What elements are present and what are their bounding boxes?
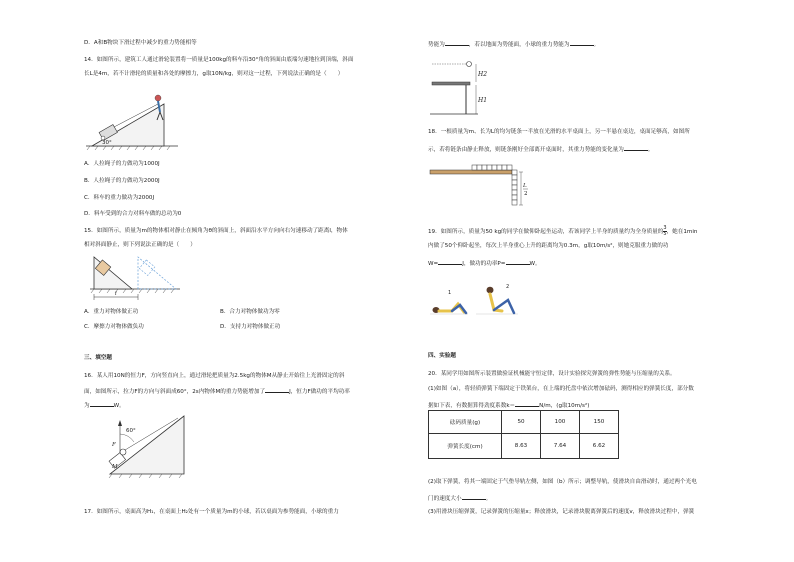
q18-chain-table-figure	[428, 156, 532, 212]
q19-fraction-numerator: 3	[663, 225, 667, 231]
q19-stem-line1	[428, 226, 697, 237]
q20-part1-line2-a: 据如下表，有数据算得劲度系数k＝	[428, 403, 516, 409]
q15-distance-label: l	[115, 291, 117, 297]
q19-stem-line1-b: ，她在1min	[666, 229, 698, 235]
q17-stem-line1: 17．如图所示，桌面高为H₁，在桌面上H₂处有一个质量为m的小球，若以桌面为参势能面，小球的重力	[84, 509, 339, 515]
q18-length-denominator: 2	[524, 191, 528, 197]
q15-option-c: C．摩擦力对物体做负功	[84, 324, 144, 330]
q20-part3-line1: (3)用滑块压缩弹簧，记录弹簧的压缩量x；释放滑块，记录滑块脱离弹簧后的速度v，释放滑块过程中，弹簧	[428, 509, 695, 515]
q19-stem-line3-a: W=	[428, 261, 439, 267]
q20-part1-line1: (1)如图（a），将轻质弹簧下端固定于铁架台，在上端的托盘中依次增加砝码，测得相应的弹簧长度，部分数	[428, 386, 694, 392]
table-row	[429, 411, 619, 434]
table-cell-mass-2: 100	[541, 411, 580, 434]
q16-pulley-incline-figure	[96, 410, 188, 480]
q20-part2-line2	[428, 493, 491, 503]
q17-stem-line2-c: 。	[593, 42, 600, 48]
q20-part2-line2-b: 。	[485, 496, 492, 502]
q14-stem-line2: 长L是4m，若不计滑轮的质量和各处的摩擦力，g取10N/kg，则对这一过程，下列说法正确的是（ ）	[84, 71, 344, 77]
q20-blank-spring-constant[interactable]	[515, 400, 539, 407]
q15-stem-line1: 15．如图所示，质量为m的物体相对静止在倾角为θ的斜面上，斜面沿水平方向向右匀速移动了距离l，物体	[84, 228, 348, 234]
q19-stem-line3	[428, 258, 541, 268]
q18-blank-energy-change[interactable]	[624, 144, 648, 151]
q16-stem-line3-text: 为	[84, 403, 90, 409]
q18-stem-line2-text: 示，若将链条由静止释放，则链条刚好全部离开桌面时，其重力势能的变化量为	[428, 147, 624, 153]
q14-option-b: B．人拉绳子的力做功为2000J	[84, 178, 160, 184]
q18-stem-line1: 18．一根质量为m、长为L的均匀链条一半放在光滑的水平桌面上，另一半悬在桌边，桌面足够高，如图所	[428, 129, 690, 135]
q14-stem-line1: 14．如图所示，建筑工人通过滑轮装置将一质量是100kg的料车沿30°角的斜面由底端匀速地拉到顶端，斜面	[84, 57, 354, 63]
section-heading-fill-in: 三、填空题	[84, 355, 112, 361]
q16-stem-line2-tail: J，恒力F做功的平均功率	[289, 389, 350, 395]
q14-option-d: D．料车受到的合力对料车做的总功为0	[84, 211, 182, 217]
right-column	[428, 0, 794, 562]
q17-h1-label: H1	[478, 97, 488, 104]
q14-option-a: A．人拉绳子的力做功为1000J	[84, 161, 160, 167]
q14-incline-figure	[84, 84, 180, 152]
q16-force-label: F	[112, 442, 116, 448]
section-heading-experiment: 四、实验题	[428, 353, 456, 359]
q13-option-d: D．A和B物块下滑过程中减少的重力势能相等	[84, 40, 197, 46]
q17-table-ball-figure	[428, 52, 498, 118]
q19-situp-figure	[428, 280, 522, 320]
left-column	[84, 0, 456, 562]
q19-stem-line3-b: J，做功的功率P=	[462, 261, 506, 267]
table-row-label-length: 弹簧长度(cm)	[429, 434, 502, 459]
q19-blank-work[interactable]	[438, 258, 462, 265]
q20-blank-speed[interactable]	[462, 493, 486, 500]
q15-stem-line2: 相对斜面静止，则下列说法正确的是（ ）	[84, 242, 196, 248]
q19-stem-line3-c: W。	[529, 261, 541, 267]
q18-length-label: L	[523, 183, 527, 189]
q16-stem-line3	[84, 400, 125, 410]
q17-blank-table-ref[interactable]	[445, 39, 469, 46]
q16-angle-label: 60°	[126, 428, 136, 434]
q16-blank-energy[interactable]	[265, 386, 289, 393]
q20-part2-line1: (2)取下弹簧，将其一端固定于气垫导轨左侧，如图（b）所示；调整导轨，使滑块自由滑动时，通过两个光电	[428, 479, 697, 485]
q19-stem-line1-a: 19．如图所示，质量为50 kg的同学在做仰卧起坐运动，若该同学上半身的质量约为全身质量的	[428, 229, 664, 235]
q19-pose-2-label: 2	[506, 284, 510, 290]
q15-moving-incline-figure	[88, 253, 182, 301]
q14-angle-label: 30°	[102, 140, 112, 146]
q20-data-table	[428, 410, 619, 459]
table-cell-mass-3: 150	[580, 411, 619, 434]
q16-mass-label: M	[112, 464, 118, 470]
table-cell-length-1: 8.63	[502, 434, 541, 459]
q15-option-d: D．支持力对物体做正功	[220, 324, 281, 330]
q18-stem-line2-tail: 。	[647, 147, 654, 153]
q15-option-b: B．合力对物体做功为零	[220, 309, 280, 315]
table-cell-mass-1: 50	[502, 411, 541, 434]
q19-stem-line2: 内做了50个仰卧起坐，每次上半身重心上升的距离均为0.3m，g取10m/s²，则她克服重力做的功	[428, 243, 669, 249]
q17-stem-line2-b: ，若以地面为势能面，小球的重力势能为	[468, 42, 570, 48]
q15-option-a: A．重力对物体做正功	[84, 309, 139, 315]
q19-pose-1-label: 1	[448, 290, 452, 296]
q19-fraction-denominator: 5	[663, 231, 667, 237]
q19-blank-power[interactable]	[506, 258, 530, 265]
table-row	[429, 434, 619, 459]
q16-stem-line2	[84, 386, 350, 396]
table-row-label-mass: 砝码质量(g)	[429, 411, 502, 434]
q16-blank-power[interactable]	[90, 400, 114, 407]
q20-stem-line1: 20．某同学用如图所示装置做验证机械能守恒定律，设计实验探究弹簧的弹性势能与压缩量的关系。	[428, 371, 676, 377]
q20-part1-line2-b: N/m，(g取10m/s²)	[539, 403, 590, 409]
q17-h2-label: H2	[478, 71, 488, 78]
q20-part2-line2-a: 门的速度大小	[428, 496, 462, 502]
table-cell-length-2: 7.64	[541, 434, 580, 459]
q17-stem-line2-a: 势能为	[428, 42, 445, 48]
q18-stem-line2	[428, 144, 653, 154]
q17-stem-line2	[428, 39, 599, 49]
table-cell-length-3: 6.62	[580, 434, 619, 459]
q14-option-c: C．料车的重力做功为2000J	[84, 195, 155, 201]
q16-stem-line2-text: 面，如图所示，拉力F的方向与斜面成60°，2s内物体M的重力势能增加了	[84, 389, 266, 395]
q17-blank-ground-ref[interactable]	[570, 39, 594, 46]
q16-stem-line3-tail: W。	[113, 403, 125, 409]
q20-part1-line2	[428, 400, 589, 410]
q16-stem-line1: 16．某人用10N的恒力F，方向竖直向上，通过滑轮把质量为2.5kg的物体M从静止开始往上光滑固定的斜	[84, 373, 345, 379]
